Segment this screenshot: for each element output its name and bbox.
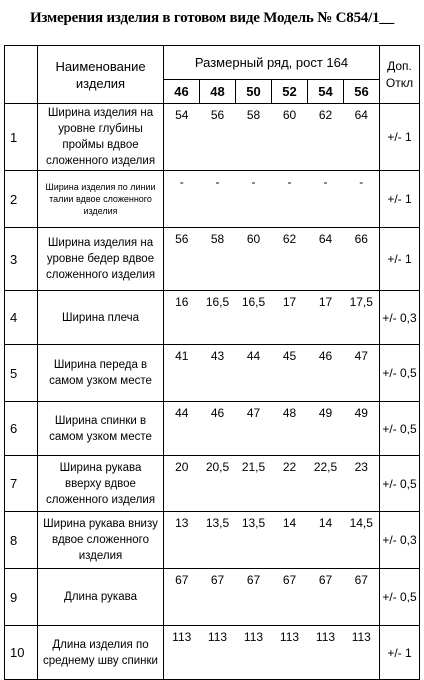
value-size-54: 14: [308, 512, 344, 569]
value-size-54: 113: [308, 626, 344, 680]
value-size-54: 46: [308, 345, 344, 402]
value-size-50: 58: [236, 104, 272, 171]
table-row: [5, 512, 420, 569]
value-size-54: -: [308, 171, 344, 228]
value-size-56: 23: [344, 456, 380, 512]
value-size-46: 44: [164, 402, 200, 456]
row-number: 4: [5, 291, 38, 345]
value-size-50: 67: [236, 569, 272, 626]
tolerance: +/- 1: [380, 104, 420, 171]
value-size-48: 20,5: [200, 456, 236, 512]
tolerance: +/- 0,3: [380, 291, 420, 345]
measurement-name: Длина рукава: [38, 569, 164, 626]
value-size-46: 41: [164, 345, 200, 402]
measurement-name: Ширина переда в самом узком месте: [38, 345, 164, 402]
value-size-48: 16,5: [200, 291, 236, 345]
value-size-52: 62: [272, 228, 308, 291]
value-size-56: -: [344, 171, 380, 228]
value-size-52: 22: [272, 456, 308, 512]
size-header-54: 54: [308, 80, 344, 104]
value-size-50: -: [236, 171, 272, 228]
document-title: Измерения изделия в готовом виде Модель № С854/1__: [29, 10, 395, 26]
table-row: [5, 402, 420, 456]
header-tolerance: [380, 46, 420, 104]
value-size-46: 113: [164, 626, 200, 680]
value-size-54: 64: [308, 228, 344, 291]
value-size-48: 58: [200, 228, 236, 291]
table-row: [5, 291, 420, 345]
tolerance: +/- 0,5: [380, 402, 420, 456]
tolerance: +/- 1: [380, 228, 420, 291]
value-size-56: 64: [344, 104, 380, 171]
size-header-48: 48: [200, 80, 236, 104]
value-size-54: 22,5: [308, 456, 344, 512]
header-tol-line2: Откл: [385, 75, 414, 90]
measurement-name: Ширина изделия на уровне глубины проймы вдвое сложенного изделия: [38, 104, 164, 171]
value-size-50: 60: [236, 228, 272, 291]
value-size-56: 66: [344, 228, 380, 291]
row-number: 9: [5, 569, 38, 626]
value-size-52: 14: [272, 512, 308, 569]
measurement-name: Ширина рукава вверху вдвое сложенного изделия: [38, 456, 164, 512]
measurement-name: Ширина рукава внизу вдвое сложенного изделия: [38, 512, 164, 569]
table-row: [5, 569, 420, 626]
measurement-name: Длина изделия по среднему шву спинки: [38, 626, 164, 680]
value-size-46: -: [164, 171, 200, 228]
measurement-name: Ширина изделия по линии талии вдвое сложенного изделия: [38, 171, 164, 228]
table-row: [5, 171, 420, 228]
table-row: [5, 104, 420, 171]
value-size-54: 49: [308, 402, 344, 456]
row-number: 10: [5, 626, 38, 680]
tolerance: +/- 1: [380, 626, 420, 680]
value-size-52: 60: [272, 104, 308, 171]
header-name-line2: изделия: [75, 75, 126, 91]
row-number: 2: [5, 171, 38, 228]
header-tol-line1: Доп.: [387, 58, 412, 73]
size-header-52: 52: [272, 80, 308, 104]
value-size-46: 67: [164, 569, 200, 626]
value-size-52: 45: [272, 345, 308, 402]
value-size-54: 62: [308, 104, 344, 171]
value-size-48: 113: [200, 626, 236, 680]
header-size-range: Размерный ряд, рост 164: [164, 46, 380, 80]
row-number: 8: [5, 512, 38, 569]
measurements-table: [4, 45, 420, 680]
measurement-name: Ширина спинки в самом узком месте: [38, 402, 164, 456]
value-size-48: 43: [200, 345, 236, 402]
row-number: 3: [5, 228, 38, 291]
value-size-52: 67: [272, 569, 308, 626]
value-size-54: 17: [308, 291, 344, 345]
header-num-cell: [5, 46, 38, 104]
tolerance: +/- 0,3: [380, 512, 420, 569]
value-size-56: 67: [344, 569, 380, 626]
row-number: 5: [5, 345, 38, 402]
value-size-50: 113: [236, 626, 272, 680]
value-size-50: 47: [236, 402, 272, 456]
header-name-cell: [38, 46, 164, 104]
value-size-50: 13,5: [236, 512, 272, 569]
value-size-56: 14,5: [344, 512, 380, 569]
value-size-46: 20: [164, 456, 200, 512]
tolerance: +/- 0,5: [380, 345, 420, 402]
value-size-48: 56: [200, 104, 236, 171]
row-number: 1: [5, 104, 38, 171]
measurement-name: Ширина плеча: [38, 291, 164, 345]
size-header-50: 50: [236, 80, 272, 104]
value-size-48: 67: [200, 569, 236, 626]
table-row: [5, 228, 420, 291]
value-size-56: 49: [344, 402, 380, 456]
value-size-50: 16,5: [236, 291, 272, 345]
size-header-56: 56: [344, 80, 380, 104]
measurement-name: Ширина изделия на уровне бедер вдвое сложенного изделия: [38, 228, 164, 291]
value-size-56: 47: [344, 345, 380, 402]
value-size-52: -: [272, 171, 308, 228]
value-size-46: 13: [164, 512, 200, 569]
table-row: [5, 626, 420, 680]
value-size-46: 54: [164, 104, 200, 171]
value-size-48: 46: [200, 402, 236, 456]
value-size-48: -: [200, 171, 236, 228]
value-size-50: 21,5: [236, 456, 272, 512]
value-size-56: 113: [344, 626, 380, 680]
value-size-48: 13,5: [200, 512, 236, 569]
value-size-54: 67: [308, 569, 344, 626]
value-size-50: 44: [236, 345, 272, 402]
value-size-56: 17,5: [344, 291, 380, 345]
tolerance: +/- 0,5: [380, 569, 420, 626]
row-number: 7: [5, 456, 38, 512]
value-size-52: 48: [272, 402, 308, 456]
value-size-46: 16: [164, 291, 200, 345]
value-size-52: 113: [272, 626, 308, 680]
value-size-52: 17: [272, 291, 308, 345]
table-row: [5, 456, 420, 512]
tolerance: +/- 1: [380, 171, 420, 228]
size-header-46: 46: [164, 80, 200, 104]
table-row: [5, 345, 420, 402]
value-size-46: 56: [164, 228, 200, 291]
row-number: 6: [5, 402, 38, 456]
tolerance: +/- 0,5: [380, 456, 420, 512]
header-name-line1: Наименование: [55, 58, 146, 74]
